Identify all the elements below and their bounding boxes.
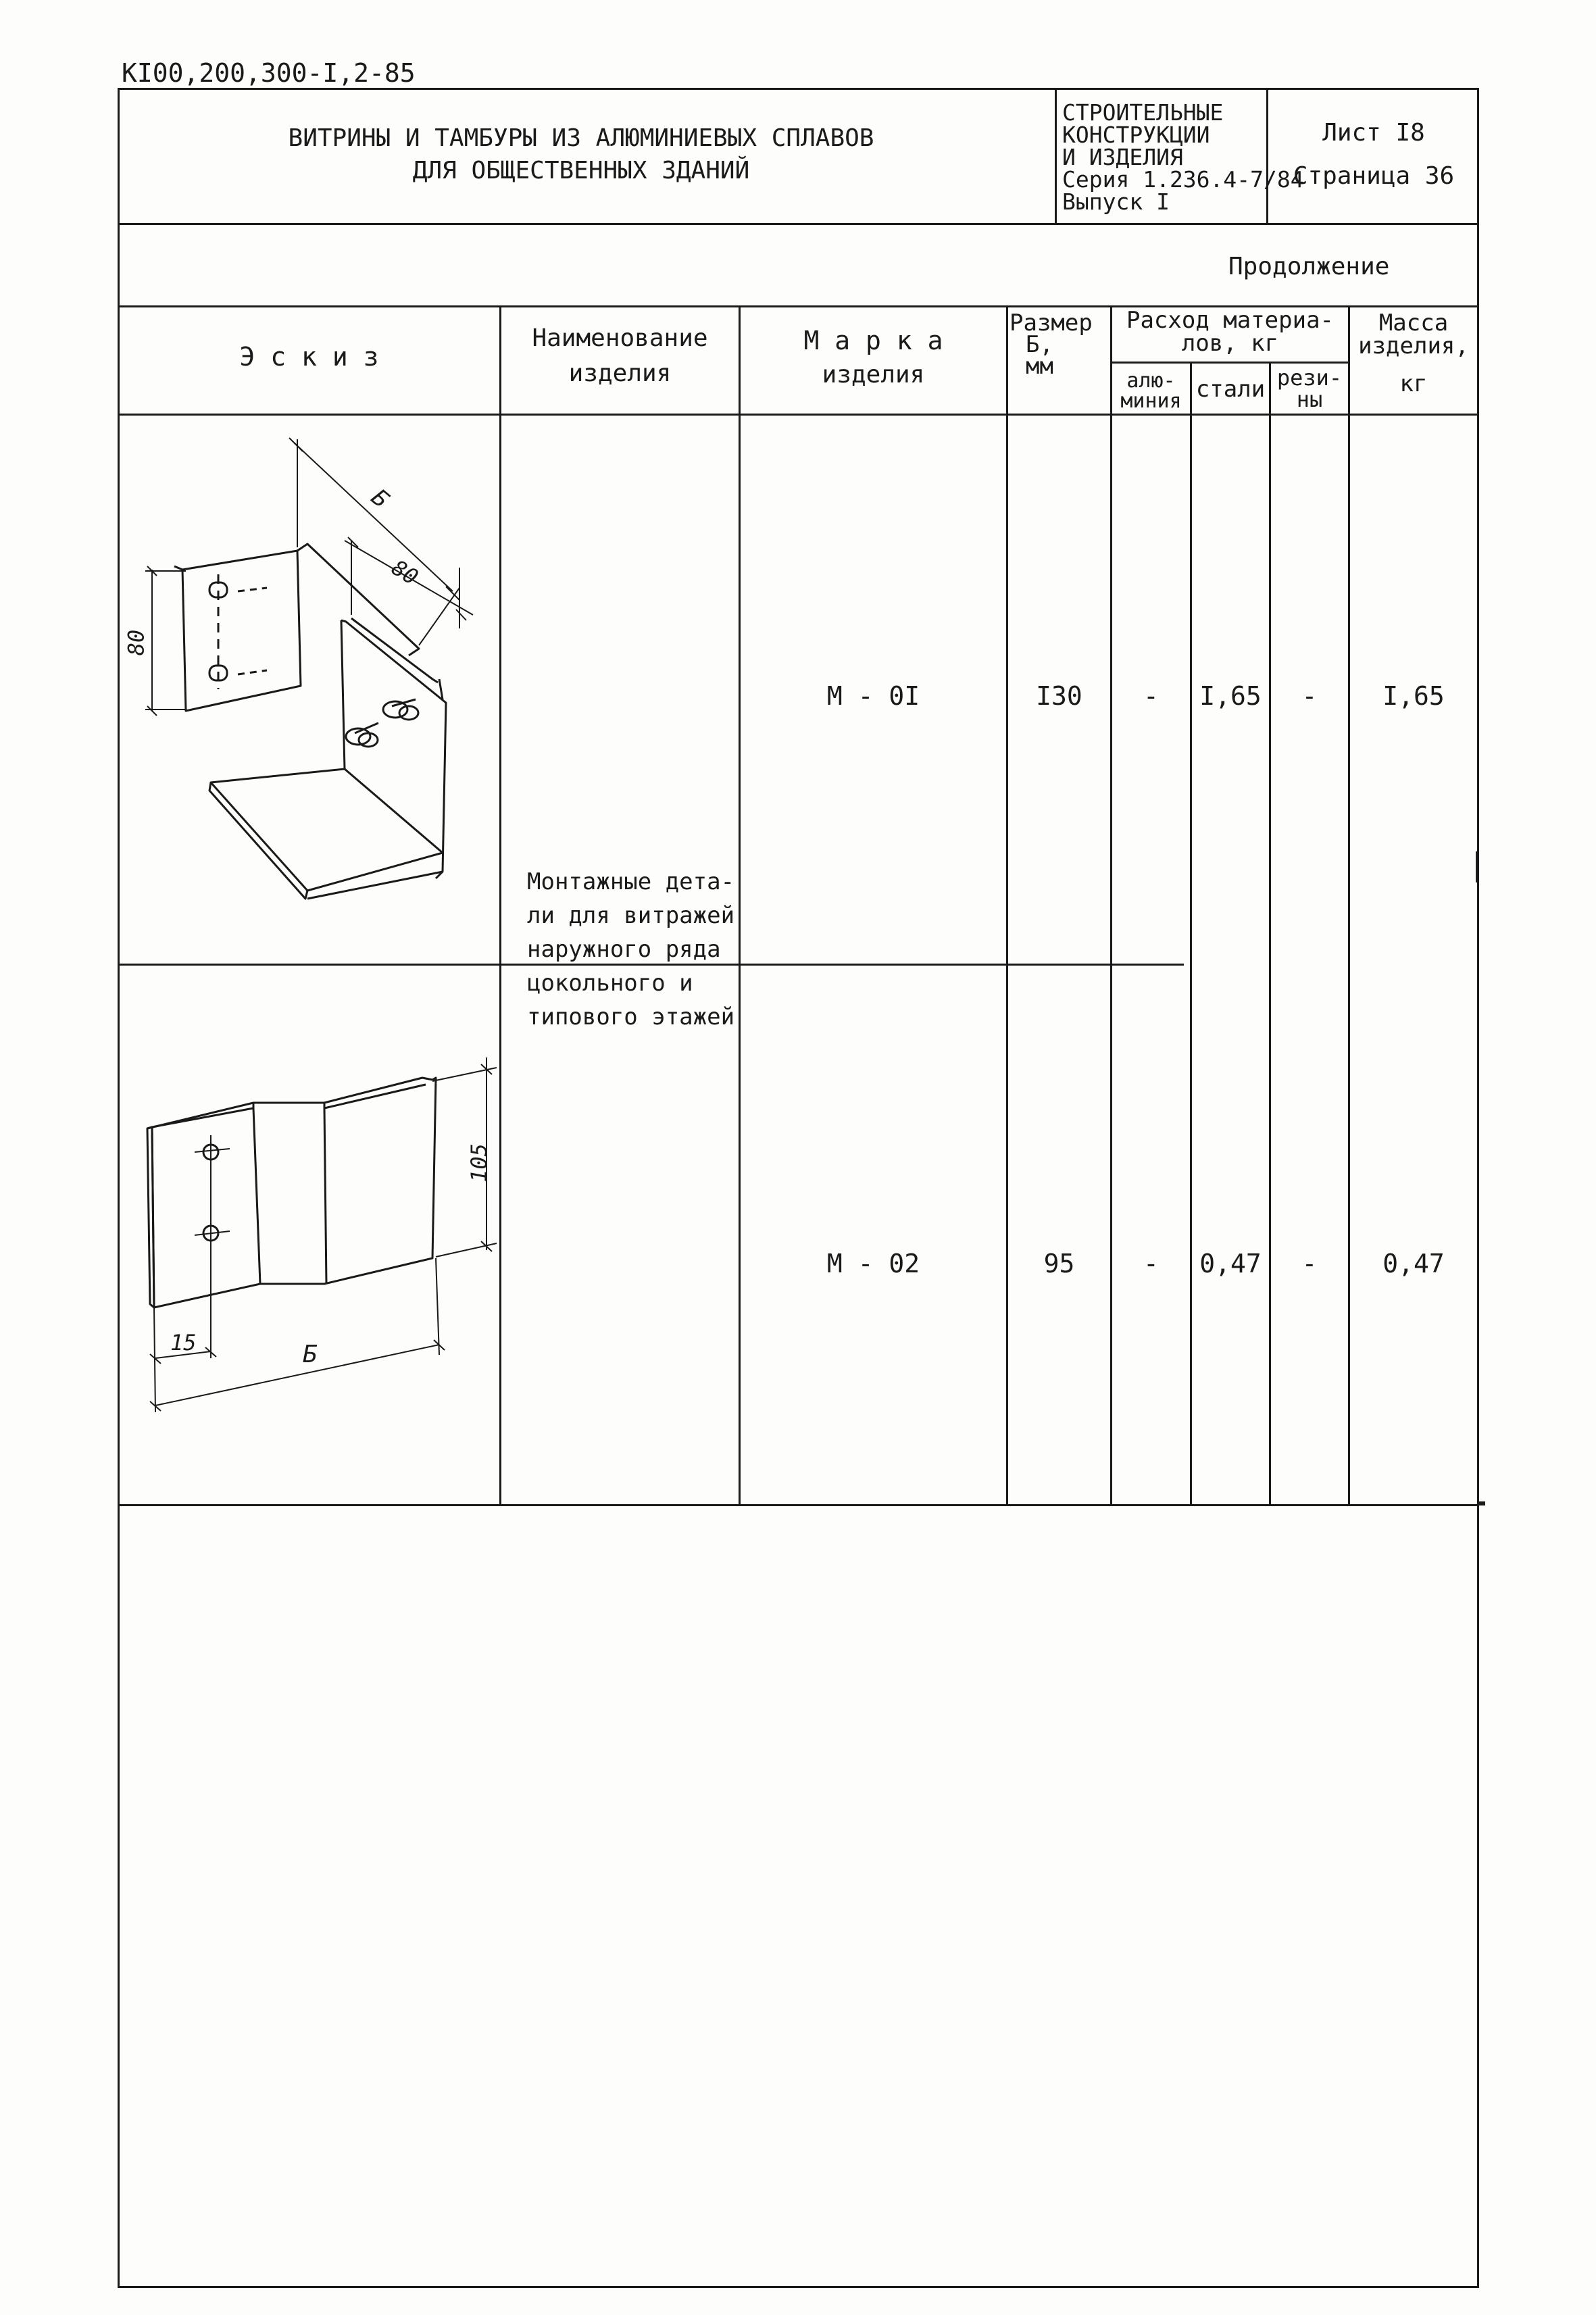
row1-steel: I,65 bbox=[1199, 681, 1262, 711]
document-title-line1: ВИТРИНЫ И ТАМБУРЫ ИЗ АЛЮМИНИЕВЫХ СПЛАВОВ bbox=[288, 124, 874, 152]
col-mark-header-2: изделия bbox=[822, 361, 925, 389]
col-alu-header-2: миния bbox=[1120, 389, 1182, 413]
item-name-line3: наружного ряда bbox=[527, 936, 721, 963]
col-rubber-header-1: рези- bbox=[1276, 365, 1343, 391]
item-name-line4: цокольного и bbox=[527, 970, 693, 997]
row2-rubber: - bbox=[1301, 1249, 1318, 1278]
row2-mark: М - 02 bbox=[826, 1249, 920, 1278]
series-number: Серия 1.236.4-7/84 bbox=[1062, 166, 1304, 193]
row2-mass: 0,47 bbox=[1382, 1249, 1445, 1278]
document-code: KI00,200,300-I,2-85 bbox=[122, 58, 416, 88]
sketch2-dim-b: Б bbox=[303, 1341, 318, 1368]
col-consumption-header-1: Расход материа- bbox=[1126, 307, 1335, 334]
col-name-header-2: изделия bbox=[568, 359, 672, 387]
continuation-label: Продолжение bbox=[1228, 253, 1390, 280]
series-line1: СТРОИТЕЛЬНЫЕ bbox=[1062, 99, 1224, 126]
item-name-line1: Монтажные дета- bbox=[527, 868, 735, 895]
series-line3: И ИЗДЕЛИЯ bbox=[1062, 144, 1183, 170]
col-name-header-1: Наименование bbox=[532, 324, 708, 352]
row2-steel: 0,47 bbox=[1199, 1249, 1262, 1278]
sketch2-dim-15: 15 bbox=[170, 1330, 197, 1355]
sheet-number: Лист I8 bbox=[1322, 119, 1425, 147]
col-alu-header-1: алю- bbox=[1126, 369, 1176, 393]
col-mass-header-2: изделия, bbox=[1358, 332, 1469, 359]
col-steel-header: стали bbox=[1195, 376, 1266, 403]
col-mass-header-3: кг bbox=[1399, 370, 1428, 397]
col-consumption-header-2: лов, кг bbox=[1181, 330, 1279, 357]
row1-mass: I,65 bbox=[1382, 681, 1445, 711]
row1-mark: М - 0I bbox=[826, 681, 920, 711]
series-line2: КОНСТРУКЦИИ bbox=[1062, 122, 1210, 148]
row1-alu: - bbox=[1143, 681, 1159, 711]
col-size-header-2: Б, bbox=[1026, 331, 1053, 358]
col-mark-header-1: М а р к а bbox=[803, 326, 943, 355]
col-rubber-header-2: ны bbox=[1296, 387, 1323, 412]
page-number: Страница 36 bbox=[1293, 162, 1455, 190]
col-mass-header-1: Масса bbox=[1378, 309, 1449, 337]
sketch2-dim-105: 105 bbox=[466, 1143, 492, 1183]
sketch1-dim-80-right: 80 bbox=[386, 554, 423, 591]
row2-size: 95 bbox=[1043, 1249, 1075, 1278]
col-size-header-3: мм bbox=[1026, 353, 1053, 380]
series-issue: Выпуск I bbox=[1062, 189, 1170, 215]
row2-alu: - bbox=[1143, 1249, 1159, 1278]
sketch1-dim-b: Б bbox=[366, 484, 394, 514]
item-name-line5: типового этажей bbox=[527, 1003, 735, 1030]
document-title-line2: ДЛЯ ОБЩЕСТВЕННЫХ ЗДАНИЙ bbox=[412, 157, 750, 184]
sketch1-dim-80-left: 80 bbox=[123, 629, 149, 656]
col-size-header-1: Размер bbox=[1009, 309, 1093, 337]
col-sketch-header: Э с к и з bbox=[239, 342, 379, 372]
row1-rubber: - bbox=[1301, 681, 1318, 711]
row1-size: I30 bbox=[1036, 681, 1082, 711]
item-name-line2: ли для витражей bbox=[527, 902, 735, 929]
